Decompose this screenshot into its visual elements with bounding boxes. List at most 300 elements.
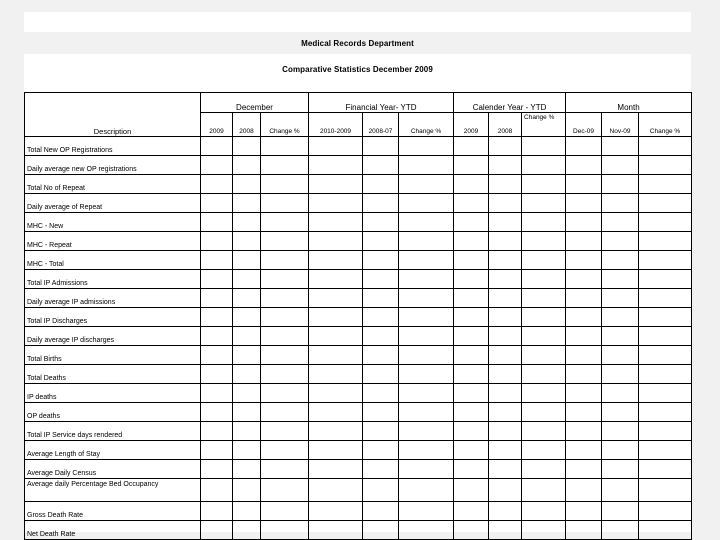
table-body bbox=[25, 137, 692, 540]
data-cell[interactable] bbox=[363, 308, 399, 327]
data-cell[interactable] bbox=[566, 251, 602, 270]
data-cell[interactable] bbox=[454, 289, 489, 308]
data-cell[interactable] bbox=[399, 365, 454, 384]
data-cell[interactable] bbox=[454, 251, 489, 270]
data-cell[interactable] bbox=[399, 422, 454, 441]
data-cell[interactable] bbox=[201, 175, 233, 194]
data-cell[interactable] bbox=[363, 441, 399, 460]
data-cell[interactable] bbox=[399, 460, 454, 479]
data-cell[interactable] bbox=[399, 270, 454, 289]
data-cell[interactable] bbox=[201, 327, 233, 346]
data-cell[interactable] bbox=[489, 270, 522, 289]
data-cell[interactable] bbox=[489, 232, 522, 251]
data-cell[interactable] bbox=[639, 422, 692, 441]
data-cell[interactable] bbox=[363, 289, 399, 308]
row-label: OP deaths bbox=[25, 403, 201, 422]
data-cell[interactable] bbox=[489, 521, 522, 540]
data-cell[interactable] bbox=[261, 270, 309, 289]
data-cell[interactable] bbox=[233, 521, 261, 540]
data-cell[interactable] bbox=[522, 521, 566, 540]
data-cell[interactable] bbox=[309, 308, 363, 327]
data-cell[interactable] bbox=[309, 175, 363, 194]
data-cell[interactable] bbox=[489, 289, 522, 308]
data-cell[interactable] bbox=[639, 156, 692, 175]
data-cell[interactable] bbox=[602, 502, 639, 521]
data-cell[interactable] bbox=[399, 346, 454, 365]
data-cell[interactable] bbox=[489, 156, 522, 175]
data-cell[interactable] bbox=[602, 213, 639, 232]
data-cell[interactable] bbox=[522, 289, 566, 308]
data-cell[interactable] bbox=[233, 460, 261, 479]
data-cell[interactable] bbox=[201, 441, 233, 460]
data-cell[interactable] bbox=[363, 460, 399, 479]
data-cell[interactable] bbox=[233, 403, 261, 422]
data-cell[interactable] bbox=[233, 327, 261, 346]
data-cell[interactable] bbox=[363, 213, 399, 232]
data-cell[interactable] bbox=[454, 175, 489, 194]
table-row bbox=[25, 251, 692, 270]
data-cell[interactable] bbox=[309, 460, 363, 479]
row-label: Gross Death Rate bbox=[25, 502, 201, 521]
data-cell[interactable] bbox=[309, 365, 363, 384]
row-label: Total IP Discharges bbox=[25, 308, 201, 327]
data-cell[interactable] bbox=[201, 521, 233, 540]
data-cell[interactable] bbox=[639, 403, 692, 422]
data-cell[interactable] bbox=[566, 365, 602, 384]
data-cell[interactable] bbox=[261, 479, 309, 502]
data-cell[interactable] bbox=[566, 213, 602, 232]
data-cell[interactable] bbox=[454, 479, 489, 502]
group-header-row bbox=[25, 93, 692, 113]
data-cell[interactable] bbox=[522, 327, 566, 346]
data-cell[interactable] bbox=[639, 289, 692, 308]
data-cell[interactable] bbox=[309, 403, 363, 422]
data-cell[interactable] bbox=[233, 289, 261, 308]
data-cell[interactable] bbox=[522, 213, 566, 232]
data-cell[interactable] bbox=[399, 441, 454, 460]
row-label: Total Births bbox=[25, 346, 201, 365]
data-cell[interactable] bbox=[233, 422, 261, 441]
data-cell[interactable] bbox=[602, 308, 639, 327]
data-cell[interactable] bbox=[399, 289, 454, 308]
data-cell[interactable] bbox=[399, 251, 454, 270]
data-cell[interactable] bbox=[639, 441, 692, 460]
data-cell[interactable] bbox=[602, 346, 639, 365]
data-cell[interactable] bbox=[566, 384, 602, 403]
data-cell[interactable] bbox=[489, 327, 522, 346]
data-cell[interactable] bbox=[309, 156, 363, 175]
data-cell[interactable] bbox=[639, 346, 692, 365]
data-cell[interactable] bbox=[233, 137, 261, 156]
data-cell[interactable] bbox=[261, 232, 309, 251]
data-cell[interactable] bbox=[639, 270, 692, 289]
data-cell[interactable] bbox=[399, 327, 454, 346]
data-cell[interactable] bbox=[309, 422, 363, 441]
data-cell[interactable] bbox=[522, 422, 566, 441]
data-cell[interactable] bbox=[454, 137, 489, 156]
data-cell[interactable] bbox=[261, 289, 309, 308]
data-cell[interactable] bbox=[261, 521, 309, 540]
data-cell[interactable] bbox=[201, 422, 233, 441]
data-cell[interactable] bbox=[454, 403, 489, 422]
data-cell[interactable] bbox=[489, 346, 522, 365]
data-cell[interactable] bbox=[233, 270, 261, 289]
data-cell[interactable] bbox=[454, 156, 489, 175]
data-cell[interactable] bbox=[566, 502, 602, 521]
data-cell[interactable] bbox=[454, 194, 489, 213]
data-cell[interactable] bbox=[639, 521, 692, 540]
row-label: Total Deaths bbox=[25, 365, 201, 384]
row-label: Daily average of Repeat bbox=[25, 194, 201, 213]
data-cell[interactable] bbox=[399, 403, 454, 422]
data-cell[interactable] bbox=[399, 156, 454, 175]
data-cell[interactable] bbox=[233, 251, 261, 270]
data-cell[interactable] bbox=[522, 194, 566, 213]
data-cell[interactable] bbox=[363, 270, 399, 289]
group-header-december: December bbox=[201, 93, 309, 113]
data-cell[interactable] bbox=[399, 175, 454, 194]
data-cell[interactable] bbox=[602, 441, 639, 460]
data-cell[interactable] bbox=[489, 137, 522, 156]
data-cell[interactable] bbox=[233, 213, 261, 232]
data-cell[interactable] bbox=[201, 346, 233, 365]
data-cell[interactable] bbox=[454, 270, 489, 289]
data-cell[interactable] bbox=[363, 175, 399, 194]
data-cell[interactable] bbox=[639, 232, 692, 251]
data-cell[interactable] bbox=[566, 175, 602, 194]
row-label: Net Death Rate bbox=[25, 521, 201, 540]
data-cell[interactable] bbox=[639, 137, 692, 156]
row-label: Total IP Admissions bbox=[25, 270, 201, 289]
data-cell[interactable] bbox=[639, 175, 692, 194]
row-label: Average Daily Census bbox=[25, 460, 201, 479]
data-cell[interactable] bbox=[522, 270, 566, 289]
data-cell[interactable] bbox=[261, 251, 309, 270]
data-cell[interactable] bbox=[639, 365, 692, 384]
column-header-month-change-pct: Change % bbox=[639, 113, 692, 137]
data-cell[interactable] bbox=[233, 365, 261, 384]
data-cell[interactable] bbox=[363, 403, 399, 422]
data-cell[interactable] bbox=[602, 479, 639, 502]
data-cell[interactable] bbox=[363, 251, 399, 270]
data-cell[interactable] bbox=[201, 251, 233, 270]
data-cell[interactable] bbox=[602, 327, 639, 346]
data-cell[interactable] bbox=[201, 308, 233, 327]
data-cell[interactable] bbox=[363, 346, 399, 365]
data-cell[interactable] bbox=[566, 156, 602, 175]
data-cell[interactable] bbox=[489, 175, 522, 194]
data-cell[interactable] bbox=[566, 194, 602, 213]
data-cell[interactable] bbox=[602, 270, 639, 289]
data-cell[interactable] bbox=[309, 346, 363, 365]
data-cell[interactable] bbox=[454, 384, 489, 403]
data-cell[interactable] bbox=[261, 137, 309, 156]
data-cell[interactable] bbox=[363, 327, 399, 346]
data-cell[interactable] bbox=[566, 422, 602, 441]
data-cell[interactable] bbox=[566, 441, 602, 460]
data-cell[interactable] bbox=[566, 521, 602, 540]
table-row bbox=[25, 502, 692, 521]
data-cell[interactable] bbox=[602, 289, 639, 308]
column-header-fy-change-pct: Change % bbox=[399, 113, 454, 137]
data-cell[interactable] bbox=[261, 502, 309, 521]
row-label: Total IP Service days rendered bbox=[25, 422, 201, 441]
data-cell[interactable] bbox=[363, 156, 399, 175]
data-cell[interactable] bbox=[233, 232, 261, 251]
data-cell[interactable] bbox=[261, 194, 309, 213]
data-cell[interactable] bbox=[363, 365, 399, 384]
data-cell[interactable] bbox=[201, 403, 233, 422]
data-cell[interactable] bbox=[309, 194, 363, 213]
data-cell[interactable] bbox=[522, 308, 566, 327]
data-cell[interactable] bbox=[489, 365, 522, 384]
data-cell[interactable] bbox=[201, 137, 233, 156]
data-cell[interactable] bbox=[566, 346, 602, 365]
data-cell[interactable] bbox=[261, 422, 309, 441]
data-cell[interactable] bbox=[522, 502, 566, 521]
data-cell[interactable] bbox=[233, 479, 261, 502]
data-cell[interactable] bbox=[233, 502, 261, 521]
data-cell[interactable] bbox=[522, 232, 566, 251]
data-cell[interactable] bbox=[489, 194, 522, 213]
data-cell[interactable] bbox=[399, 479, 454, 502]
data-cell[interactable] bbox=[261, 403, 309, 422]
data-cell[interactable] bbox=[639, 384, 692, 403]
data-cell[interactable] bbox=[309, 502, 363, 521]
data-cell[interactable] bbox=[454, 327, 489, 346]
data-cell[interactable] bbox=[522, 460, 566, 479]
data-cell[interactable] bbox=[309, 251, 363, 270]
data-cell[interactable] bbox=[522, 403, 566, 422]
data-cell[interactable] bbox=[454, 308, 489, 327]
data-cell[interactable] bbox=[309, 327, 363, 346]
data-cell[interactable] bbox=[309, 270, 363, 289]
data-cell[interactable] bbox=[639, 213, 692, 232]
data-cell[interactable] bbox=[522, 175, 566, 194]
row-label: Daily average new OP registrations bbox=[25, 156, 201, 175]
slide-title-placeholder bbox=[24, 12, 691, 32]
data-cell[interactable] bbox=[201, 479, 233, 502]
data-cell[interactable] bbox=[363, 194, 399, 213]
comparative-statistics-table bbox=[24, 92, 692, 540]
data-cell[interactable] bbox=[233, 194, 261, 213]
table-row bbox=[25, 194, 692, 213]
data-cell[interactable] bbox=[261, 441, 309, 460]
data-cell[interactable] bbox=[489, 422, 522, 441]
data-cell[interactable] bbox=[454, 365, 489, 384]
data-cell[interactable] bbox=[201, 194, 233, 213]
column-header-cy-2008: 2008 bbox=[489, 113, 522, 137]
data-cell[interactable] bbox=[261, 308, 309, 327]
data-cell[interactable] bbox=[489, 460, 522, 479]
data-cell[interactable] bbox=[309, 521, 363, 540]
data-cell[interactable] bbox=[363, 479, 399, 502]
table-row bbox=[25, 460, 692, 479]
data-cell[interactable] bbox=[566, 403, 602, 422]
table-row bbox=[25, 346, 692, 365]
column-header-cy-2009: 2009 bbox=[454, 113, 489, 137]
data-cell[interactable] bbox=[399, 194, 454, 213]
data-cell[interactable] bbox=[522, 384, 566, 403]
data-cell[interactable] bbox=[566, 289, 602, 308]
data-cell[interactable] bbox=[261, 327, 309, 346]
data-cell[interactable] bbox=[454, 502, 489, 521]
data-cell[interactable] bbox=[201, 460, 233, 479]
data-cell[interactable] bbox=[602, 251, 639, 270]
data-cell[interactable] bbox=[363, 384, 399, 403]
data-cell[interactable] bbox=[639, 502, 692, 521]
data-cell[interactable] bbox=[233, 346, 261, 365]
row-label: MHC - Total bbox=[25, 251, 201, 270]
data-cell[interactable] bbox=[566, 327, 602, 346]
data-cell[interactable] bbox=[363, 502, 399, 521]
data-cell[interactable] bbox=[639, 194, 692, 213]
data-cell[interactable] bbox=[489, 213, 522, 232]
table-row bbox=[25, 521, 692, 540]
data-cell[interactable] bbox=[454, 232, 489, 251]
data-cell[interactable] bbox=[454, 422, 489, 441]
table-row bbox=[25, 365, 692, 384]
data-cell[interactable] bbox=[309, 232, 363, 251]
data-cell[interactable] bbox=[489, 441, 522, 460]
data-cell[interactable] bbox=[201, 213, 233, 232]
data-cell[interactable] bbox=[639, 251, 692, 270]
data-cell[interactable] bbox=[522, 441, 566, 460]
data-cell[interactable] bbox=[602, 422, 639, 441]
data-cell[interactable] bbox=[201, 384, 233, 403]
row-label: Total No of Repeat bbox=[25, 175, 201, 194]
data-cell[interactable] bbox=[454, 521, 489, 540]
data-cell[interactable] bbox=[566, 270, 602, 289]
data-cell[interactable] bbox=[363, 232, 399, 251]
data-cell[interactable] bbox=[522, 479, 566, 502]
data-cell[interactable] bbox=[363, 422, 399, 441]
row-label: MHC - Repeat bbox=[25, 232, 201, 251]
column-header-description: Description bbox=[25, 93, 201, 137]
data-cell[interactable] bbox=[233, 384, 261, 403]
data-cell[interactable] bbox=[454, 213, 489, 232]
data-cell[interactable] bbox=[261, 156, 309, 175]
table-row bbox=[25, 479, 692, 502]
data-cell[interactable] bbox=[261, 213, 309, 232]
data-cell[interactable] bbox=[309, 213, 363, 232]
table-row bbox=[25, 137, 692, 156]
data-cell[interactable] bbox=[454, 441, 489, 460]
data-cell[interactable] bbox=[522, 365, 566, 384]
column-header-december-2008: 2008 bbox=[233, 113, 261, 137]
data-cell[interactable] bbox=[602, 365, 639, 384]
group-header-month: Month bbox=[566, 93, 692, 113]
data-cell[interactable] bbox=[489, 403, 522, 422]
data-cell[interactable] bbox=[602, 156, 639, 175]
data-cell[interactable] bbox=[566, 479, 602, 502]
page-title: Medical Records Department bbox=[301, 39, 414, 48]
data-cell[interactable] bbox=[201, 365, 233, 384]
data-cell[interactable] bbox=[639, 479, 692, 502]
data-cell[interactable] bbox=[399, 384, 454, 403]
data-cell[interactable] bbox=[454, 460, 489, 479]
data-cell[interactable] bbox=[602, 521, 639, 540]
data-cell[interactable] bbox=[489, 384, 522, 403]
data-cell[interactable] bbox=[201, 270, 233, 289]
column-header-fy-2008-07: 2008-07 bbox=[363, 113, 399, 137]
data-cell[interactable] bbox=[489, 308, 522, 327]
data-cell[interactable] bbox=[522, 156, 566, 175]
table-row bbox=[25, 213, 692, 232]
data-cell[interactable] bbox=[602, 137, 639, 156]
table-row bbox=[25, 403, 692, 422]
group-header-financial-year-ytd: Financial Year- YTD bbox=[309, 93, 454, 113]
data-cell[interactable] bbox=[309, 479, 363, 502]
data-cell[interactable] bbox=[261, 384, 309, 403]
data-cell[interactable] bbox=[261, 346, 309, 365]
data-cell[interactable] bbox=[602, 232, 639, 251]
data-cell[interactable] bbox=[602, 403, 639, 422]
data-cell[interactable] bbox=[602, 175, 639, 194]
data-cell[interactable] bbox=[602, 384, 639, 403]
data-cell[interactable] bbox=[363, 521, 399, 540]
data-cell[interactable] bbox=[309, 441, 363, 460]
data-cell[interactable] bbox=[489, 251, 522, 270]
data-cell[interactable] bbox=[566, 460, 602, 479]
data-cell[interactable] bbox=[639, 308, 692, 327]
data-cell[interactable] bbox=[233, 441, 261, 460]
row-label: IP deaths bbox=[25, 384, 201, 403]
data-cell[interactable] bbox=[261, 365, 309, 384]
data-cell[interactable] bbox=[522, 251, 566, 270]
data-cell[interactable] bbox=[399, 502, 454, 521]
row-label: MHC - New bbox=[25, 213, 201, 232]
data-cell[interactable] bbox=[566, 137, 602, 156]
data-cell[interactable] bbox=[261, 175, 309, 194]
data-cell[interactable] bbox=[399, 521, 454, 540]
data-cell[interactable] bbox=[399, 137, 454, 156]
column-header-month-nov-09: Nov-09 bbox=[602, 113, 639, 137]
group-header-calender-year-ytd: Calender Year - YTD bbox=[454, 93, 566, 113]
data-cell[interactable] bbox=[399, 308, 454, 327]
data-cell[interactable] bbox=[399, 232, 454, 251]
data-cell[interactable] bbox=[639, 327, 692, 346]
data-cell[interactable] bbox=[602, 194, 639, 213]
data-cell[interactable] bbox=[522, 137, 566, 156]
data-cell[interactable] bbox=[233, 156, 261, 175]
table-row bbox=[25, 289, 692, 308]
data-cell[interactable] bbox=[566, 308, 602, 327]
data-cell[interactable] bbox=[363, 137, 399, 156]
data-cell[interactable] bbox=[309, 289, 363, 308]
table-row bbox=[25, 270, 692, 289]
data-cell[interactable] bbox=[454, 346, 489, 365]
data-cell[interactable] bbox=[489, 502, 522, 521]
data-cell[interactable] bbox=[602, 460, 639, 479]
data-cell[interactable] bbox=[261, 460, 309, 479]
data-cell[interactable] bbox=[639, 460, 692, 479]
document-heading-block bbox=[24, 38, 691, 75]
data-cell[interactable] bbox=[566, 232, 602, 251]
data-cell[interactable] bbox=[201, 502, 233, 521]
data-cell[interactable] bbox=[233, 175, 261, 194]
data-cell[interactable] bbox=[201, 289, 233, 308]
data-cell[interactable] bbox=[201, 232, 233, 251]
data-cell[interactable] bbox=[522, 346, 566, 365]
data-cell[interactable] bbox=[489, 479, 522, 502]
data-cell[interactable] bbox=[399, 213, 454, 232]
data-cell[interactable] bbox=[201, 156, 233, 175]
data-cell[interactable] bbox=[309, 384, 363, 403]
data-cell[interactable] bbox=[309, 137, 363, 156]
data-cell[interactable] bbox=[233, 308, 261, 327]
row-label: Total New OP Registrations bbox=[25, 137, 201, 156]
